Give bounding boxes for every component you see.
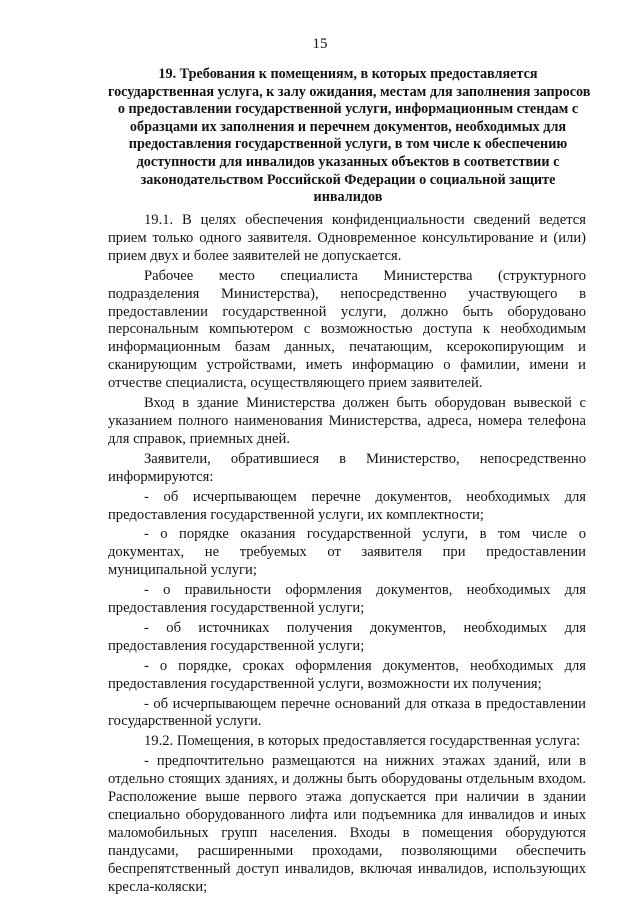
heading-line: о предоставлении государственной услуги, информационным стендам с <box>117 101 579 118</box>
list-item: - о правильности оформления документов, необходимых для предоставления государственной услуги; <box>108 582 586 617</box>
paragraph-workplace: Рабочее место специалиста Министерства (структурного подразделения Министерства), непосредственно участвующего в предоставлении государственной услуги, должно быть оборудовано персональным компьютером с возможностью доступа к необходимым информационным базам данных, печатающим, ксерокопирующим и сканирующим устройствами, иметь информацию о фамилии, имени и отчестве специалиста, осуществляющего прием заявителей. <box>108 267 586 392</box>
list-item: - об исчерпывающем перечне документов, необходимых для предоставления государственной услуги, их комплектности; <box>108 488 586 523</box>
list-item: - предпочтительно размещаются на нижних этажах зданий, или в отдельно стоящих зданиях, и должны быть оборудованы отдельным входом. Расположение выше первого этажа допускается при наличии в здании специально оборудованного лифта или подъемника для инвалидов и иных маломобильных групп населения. Входы в помещения оборудуются пандусами, расширенными проходами, позволяющими обеспечить беспрепятственный доступ инвалидов, включая инвалидов, использующих кресла-коляски; <box>108 753 586 895</box>
heading-line: инвалидов <box>313 189 383 206</box>
heading-line: государственная услуга, к залу ожидания, местам для заполнения запросов <box>108 83 591 100</box>
list-item: - о порядке, сроках оформления документов, необходимых для предоставления государственной услуги, возможности их получения; <box>108 657 586 692</box>
paragraph-applicants-informed: Заявители, обратившиеся в Министерство, непосредственно информируются: <box>108 450 586 485</box>
heading-line: предоставления государственной услуги, в том числе к обеспечению <box>128 136 568 153</box>
heading-line: доступности для инвалидов указанных объектов в соответствии с <box>136 153 560 170</box>
page-number: 15 <box>312 36 328 52</box>
heading-line: законодательством Российской Федерации о социальной защите <box>140 171 556 188</box>
section-heading <box>108 66 591 207</box>
heading-line: образцами их заполнения и перечнем документов, необходимых для <box>129 118 567 135</box>
document-body <box>108 212 586 897</box>
list-item: - о порядке оказания государственной услуги, в том числе о документах, не требуемых от заявителя при предоставлении муниципальной услуги; <box>108 526 586 579</box>
paragraph-entrance: Вход в здание Министерства должен быть оборудован вывеской с указанием полного наименования Министерства, адреса, номера телефона для справок, приемных дней. <box>108 395 586 447</box>
list-item: - об исчерпывающем перечне оснований для отказа в предоставлении государственной услуги. <box>108 695 586 730</box>
heading-line: 19. Требования к помещениям, в которых предоставляется <box>158 66 538 82</box>
list-item: - об источниках получения документов, необходимых для предоставления государственной услуги; <box>108 619 586 654</box>
paragraph-19-2: 19.2. Помещения, в которых предоставляется государственная услуга: <box>144 733 581 750</box>
paragraph-19-1: 19.1. В целях обеспечения конфиденциальности сведений ведется прием только одного заявителя. Одновременное консультирование и (или) прием двух и более заявителей не допускается. <box>108 212 586 264</box>
